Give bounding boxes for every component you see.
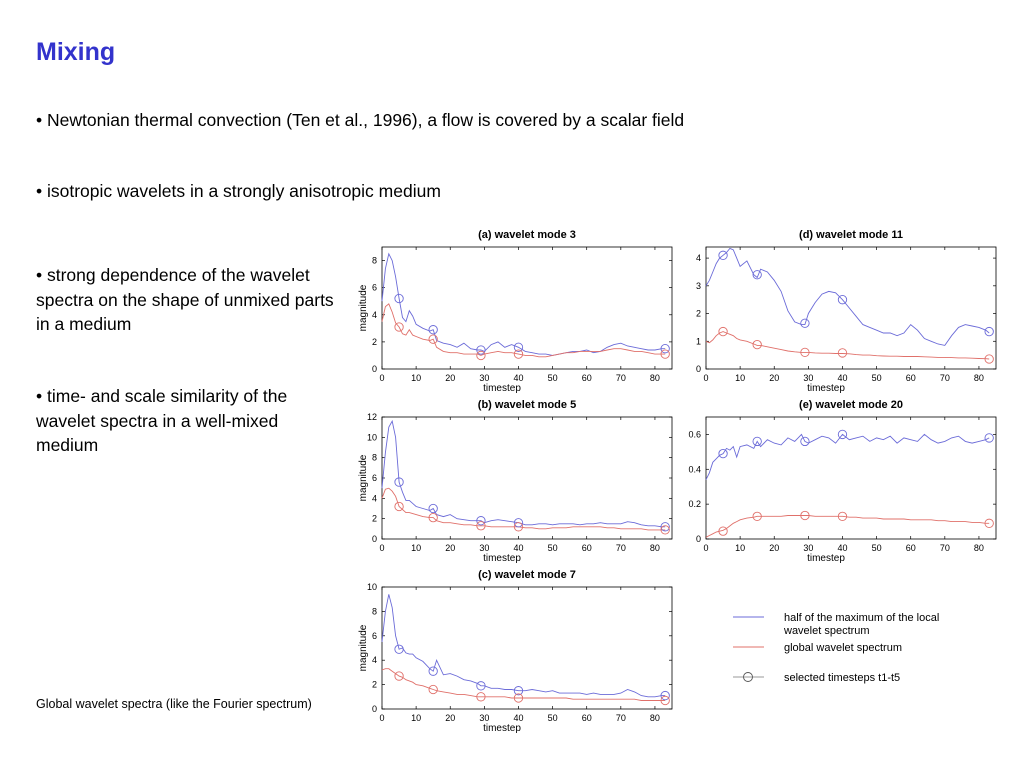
x-tick-label: 30 <box>479 373 490 383</box>
x-tick-label: 40 <box>837 543 848 553</box>
bullet-isotropic-wavelets: • isotropic wavelets in a strongly anisotropic medium <box>36 181 441 201</box>
y-axis-label: magnitude <box>358 284 369 332</box>
x-axis-label: timestep <box>807 383 845 394</box>
red-timestep-marker <box>838 349 846 357</box>
y-tick-label: 10 <box>366 432 377 443</box>
chart-title: (b) wavelet mode 5 <box>477 399 577 411</box>
x-axis-label: timestep <box>483 383 521 394</box>
x-tick-label: 0 <box>703 543 709 553</box>
y-tick-label: 4 <box>371 655 377 666</box>
x-tick-label: 20 <box>445 373 456 383</box>
x-tick-label: 40 <box>513 543 524 553</box>
plot-frame <box>382 417 672 539</box>
legend-label: global wavelet spectrum <box>784 642 903 654</box>
y-tick-label: 6 <box>371 282 377 293</box>
x-tick-label: 70 <box>939 543 950 553</box>
y-tick-label: 2 <box>371 336 377 347</box>
x-tick-label: 80 <box>649 373 660 383</box>
chart-legend <box>733 612 939 684</box>
x-tick-label: 30 <box>479 543 490 553</box>
chart-title: (e) wavelet mode 20 <box>799 399 903 411</box>
y-tick-label: 2 <box>371 679 377 690</box>
y-tick-label: 12 <box>366 412 377 422</box>
x-tick-label: 50 <box>871 543 882 553</box>
x-tick-label: 10 <box>735 543 746 553</box>
x-tick-label: 50 <box>547 713 558 723</box>
x-tick-label: 80 <box>649 543 660 553</box>
x-tick-label: 70 <box>615 713 626 723</box>
chart-panel-0 <box>358 229 672 394</box>
x-tick-label: 10 <box>735 373 746 383</box>
x-axis-label: timestep <box>807 553 845 564</box>
x-tick-label: 50 <box>871 373 882 383</box>
x-tick-label: 80 <box>649 713 660 723</box>
y-tick-label: 6 <box>371 473 377 483</box>
chart-title: (d) wavelet mode 11 <box>799 229 903 241</box>
red-series-line <box>382 669 665 701</box>
bullet-similarity: • time- and scale similarity of the wavelet spectra in a well-mixed medium <box>36 386 288 455</box>
y-tick-label: 0.4 <box>688 464 701 475</box>
x-tick-label: 20 <box>769 373 780 383</box>
chart-title: (a) wavelet mode 3 <box>478 229 576 241</box>
x-tick-label: 40 <box>513 373 524 383</box>
x-tick-label: 80 <box>973 543 984 553</box>
y-tick-label: 0 <box>695 364 701 374</box>
y-tick-label: 4 <box>371 309 377 320</box>
x-tick-label: 20 <box>445 713 456 723</box>
y-tick-label: 0.2 <box>688 499 701 510</box>
x-tick-label: 80 <box>973 373 984 383</box>
red-series-line <box>382 304 665 357</box>
blue-series-line <box>706 248 989 345</box>
x-tick-label: 60 <box>581 713 592 723</box>
legend-label: wavelet spectrum <box>784 625 870 637</box>
red-series-line <box>706 516 989 538</box>
y-tick-label: 0 <box>371 364 377 374</box>
y-tick-label: 4 <box>371 493 377 504</box>
slide-title: Mixing <box>36 38 116 66</box>
x-tick-label: 60 <box>581 373 592 383</box>
y-tick-label: 1 <box>695 336 701 347</box>
bullet-convection: • Newtonian thermal convection (Ten et al., 1996), a flow is covered by a scalar field <box>36 110 685 130</box>
x-tick-label: 70 <box>615 543 626 553</box>
x-tick-label: 10 <box>411 713 422 723</box>
x-tick-label: 40 <box>837 373 848 383</box>
x-tick-label: 30 <box>479 713 490 723</box>
x-tick-label: 50 <box>547 543 558 553</box>
x-tick-label: 0 <box>703 373 709 383</box>
y-tick-label: 0 <box>371 704 377 714</box>
x-tick-label: 60 <box>905 543 916 553</box>
x-tick-label: 70 <box>939 373 950 383</box>
legend-label: selected timesteps t1-t5 <box>784 672 901 684</box>
red-series-line <box>706 332 989 359</box>
legend-item-blue-line <box>733 612 939 637</box>
x-tick-label: 0 <box>379 543 385 553</box>
legend-item-red-line <box>733 642 902 654</box>
x-tick-label: 0 <box>379 713 385 723</box>
y-tick-label: 8 <box>371 606 377 617</box>
blue-series-line <box>382 421 665 527</box>
chart-panel-1 <box>358 399 672 564</box>
x-tick-label: 60 <box>905 373 916 383</box>
x-tick-label: 30 <box>803 543 814 553</box>
blue-series-line <box>382 254 665 356</box>
y-tick-label: 2 <box>695 308 701 319</box>
x-tick-label: 0 <box>379 373 385 383</box>
chart-panel-2 <box>358 569 672 734</box>
y-axis-label: magnitude <box>358 624 369 672</box>
chart-panel-4 <box>688 399 996 564</box>
x-tick-label: 30 <box>803 373 814 383</box>
x-axis-label: timestep <box>483 553 521 564</box>
plot-frame <box>382 247 672 369</box>
blue-series-line <box>706 434 989 479</box>
x-tick-label: 70 <box>615 373 626 383</box>
x-tick-label: 20 <box>445 543 456 553</box>
y-tick-label: 3 <box>695 280 701 291</box>
y-tick-label: 8 <box>371 255 377 266</box>
y-tick-label: 0 <box>371 534 377 544</box>
global-spectra-caption: Global wavelet spectra (like the Fourier spectrum) <box>36 697 312 711</box>
y-tick-label: 2 <box>371 513 377 524</box>
y-tick-label: 8 <box>371 452 377 463</box>
x-tick-label: 10 <box>411 373 422 383</box>
x-tick-label: 60 <box>581 543 592 553</box>
y-tick-label: 0 <box>695 534 701 544</box>
x-axis-label: timestep <box>483 723 521 734</box>
plot-frame <box>706 417 996 539</box>
legend-item-circle-marker <box>733 672 900 684</box>
x-tick-label: 10 <box>411 543 422 553</box>
y-tick-label: 10 <box>366 582 377 592</box>
y-axis-label: magnitude <box>358 454 369 502</box>
chart-title: (c) wavelet mode 7 <box>478 569 576 581</box>
blue-series-line <box>382 594 665 697</box>
blue-timestep-marker <box>985 327 993 335</box>
y-tick-label: 0.6 <box>688 429 701 440</box>
legend-label: half of the maximum of the local <box>784 612 940 624</box>
y-tick-label: 6 <box>371 630 377 641</box>
bullet-shape-dependence: • strong dependence of the wavelet spectra on the shape of unmixed parts in a medium <box>36 265 334 334</box>
x-tick-label: 40 <box>513 713 524 723</box>
x-tick-label: 50 <box>547 373 558 383</box>
x-tick-label: 20 <box>769 543 780 553</box>
y-tick-label: 4 <box>695 253 701 264</box>
chart-panel-3 <box>696 229 996 394</box>
